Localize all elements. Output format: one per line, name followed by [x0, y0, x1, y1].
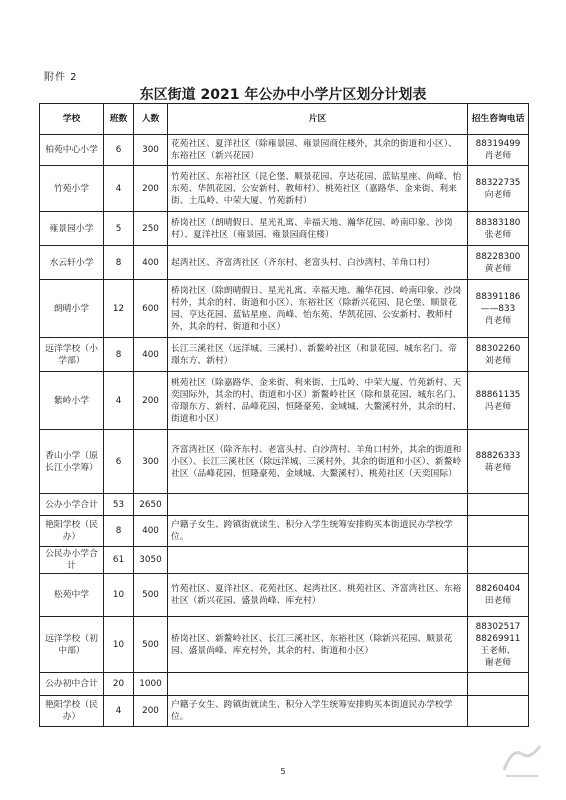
phone-cell — [468, 516, 529, 547]
school-cell: 香山小学（原长江小学筹） — [40, 430, 104, 494]
table-row — [40, 696, 529, 727]
table-row — [40, 212, 529, 246]
district-table — [39, 103, 529, 727]
header-school: 学校 — [40, 104, 104, 135]
people-cell: 300 — [134, 430, 168, 494]
classes-cell: 8 — [104, 516, 134, 547]
school-cell: 艳阳学校（民办） — [40, 696, 104, 727]
table-row — [40, 135, 529, 166]
area-cell: 户籍子女生、跨镇街就读生、积分入学生统筹安排购买本街道民办学校学位。 — [168, 696, 468, 727]
school-cell: 远洋学校（小学部） — [40, 338, 104, 372]
table-row — [40, 166, 529, 212]
people-cell: 500 — [134, 574, 168, 617]
header-people: 人数 — [134, 104, 168, 135]
phone-cell — [468, 547, 529, 574]
table-row — [40, 280, 529, 338]
classes-cell: 4 — [104, 696, 134, 727]
table-row — [40, 246, 529, 280]
table-row — [40, 516, 529, 547]
phone-cell: 88319499 肖老师 — [468, 135, 529, 166]
table-row — [40, 617, 529, 673]
page-number: 5 — [280, 767, 286, 776]
classes-cell: 10 — [104, 617, 134, 673]
table-row — [40, 574, 529, 617]
area-cell — [168, 547, 468, 574]
school-cell: 公办初中合计 — [40, 673, 104, 696]
area-cell: 户籍子女生、跨镇街就读生、积分入学生统筹安排购买本街道民办学校学位。 — [168, 516, 468, 547]
table-header-row — [40, 104, 529, 135]
classes-cell: 12 — [104, 280, 134, 338]
area-cell: 桃苑社区（除嘉路华、金来街、利来街、土瓜岭、中荣大厦、竹苑新村、天奕国际外，其余的村、街道和小区）新鳌岭社区（除和景花园、城东名门、帝璟东方、新村、品峰花园、恒隆豪苑、金域城、大鳌溪村外，其余的村、街道和小区） — [168, 372, 468, 430]
table-body — [40, 135, 529, 727]
school-cell: 柏苑中心小学 — [40, 135, 104, 166]
area-cell — [168, 673, 468, 696]
area-cell: 竹苑社区、东裕社区（昆仑堡、顺景花园、亨达花园、蓝钻星座、尚峰、怡东苑、华凯花园、公安新村、教师村）、桃苑社区（嘉路华、金来街、利来街、土瓜岭、中荣大厦、竹苑新村） — [168, 166, 468, 212]
phone-cell — [468, 494, 529, 516]
school-cell: 朗晴小学 — [40, 280, 104, 338]
school-cell: 水云轩小学 — [40, 246, 104, 280]
school-cell: 远洋学校（初中部） — [40, 617, 104, 673]
phone-cell: 88826333 蒋老师 — [468, 430, 529, 494]
classes-cell: 8 — [104, 338, 134, 372]
header-area: 片区 — [168, 104, 468, 135]
classes-cell: 4 — [104, 166, 134, 212]
header-phone: 招生咨询电话 — [468, 104, 529, 135]
people-cell: 3050 — [134, 547, 168, 574]
phone-cell: 88861135 冯老师 — [468, 372, 529, 430]
people-cell: 400 — [134, 246, 168, 280]
table-row — [40, 547, 529, 574]
phone-cell: 88260404 田老师 — [468, 574, 529, 617]
page-title: 东区街道 2021 年公办中小学片区划分计划表 — [139, 87, 427, 103]
school-cell: 公民办小学合计 — [40, 547, 104, 574]
attachment-label: 附件 2 — [44, 72, 78, 83]
phone-cell: 88391186 ——833 肖老师 — [468, 280, 529, 338]
classes-cell: 20 — [104, 673, 134, 696]
classes-cell: 10 — [104, 574, 134, 617]
area-cell: 桥岗社区（朗晴假日、星光礼寓、幸福天地、瀚华花园、岭南印象、沙岗村）、夏洋社区（雍景园、雍景园商住楼） — [168, 212, 468, 246]
classes-cell: 6 — [104, 430, 134, 494]
school-cell: 雍景园小学 — [40, 212, 104, 246]
table-row — [40, 673, 529, 696]
people-cell: 400 — [134, 516, 168, 547]
phone-cell: 88302260 刘老师 — [468, 338, 529, 372]
area-cell: 桥岗社区、新鳌岭社区、长江三溪社区、东裕社区（除新兴花园、顺景花园、盛景尚峰、库充村外，其余的村、街道和小区） — [168, 617, 468, 673]
people-cell: 200 — [134, 372, 168, 430]
phone-cell: 88383180 张老师 — [468, 212, 529, 246]
header-classes: 班数 — [104, 104, 134, 135]
people-cell: 200 — [134, 696, 168, 727]
classes-cell: 5 — [104, 212, 134, 246]
school-cell: 松苑中学 — [40, 574, 104, 617]
people-cell: 600 — [134, 280, 168, 338]
area-cell: 花苑社区、夏洋社区（除雍景园、雍景园商住楼外，其余的街道和小区）、东裕社区（新兴花园） — [168, 135, 468, 166]
phone-cell: 88228300 黄老师 — [468, 246, 529, 280]
area-cell — [168, 494, 468, 516]
phone-cell: 88302517 88269911 王老师、 谢老师 — [468, 617, 529, 673]
area-cell: 竹苑社区、夏洋社区、花苑社区、起湾社区、桃苑社区、齐富湾社区、东裕社区（新兴花园、盛景尚峰、库充村） — [168, 574, 468, 617]
area-cell: 起湾社区、齐富湾社区（齐东村、老富头村、白沙湾村、羊角口村） — [168, 246, 468, 280]
area-cell: 长江三溪社区（远洋城、三溪村）、新鳌岭社区（和景花园、城东名门、帝璟东方、新村） — [168, 338, 468, 372]
people-cell: 1000 — [134, 673, 168, 696]
school-cell: 公办小学合计 — [40, 494, 104, 516]
watermark-logo — [498, 740, 546, 782]
people-cell: 200 — [134, 166, 168, 212]
table-row — [40, 372, 529, 430]
school-cell: 紫岭小学 — [40, 372, 104, 430]
people-cell: 400 — [134, 338, 168, 372]
school-cell: 艳阳学校（民办） — [40, 516, 104, 547]
area-cell: 桥岗社区（除朗晴假日、星光礼寓、幸福天地、瀚华花园、岭南印象、沙岗村外，其余的村、街道和小区）、东裕社区（除新兴花园、昆仑堡、顺景花园、亨达花园、蓝钻星座、尚峰、怡东苑、华凯花园、公安新村、教师村外，其余的村、街道和小区） — [168, 280, 468, 338]
phone-cell — [468, 673, 529, 696]
people-cell: 500 — [134, 617, 168, 673]
table-row — [40, 338, 529, 372]
classes-cell: 61 — [104, 547, 134, 574]
school-cell: 竹苑小学 — [40, 166, 104, 212]
classes-cell: 4 — [104, 372, 134, 430]
classes-cell: 6 — [104, 135, 134, 166]
classes-cell: 53 — [104, 494, 134, 516]
area-cell: 齐富湾社区（除齐东村、老富头村、白沙湾村、羊角口村外，其余的街道和小区）、长江三溪社区（除远洋城、三溪村外，其余的街道和小区）、新鳌岭社区（品峰花园、恒隆豪苑、金域城、大鳌溪村）、桃苑社区（天奕国际） — [168, 430, 468, 494]
table-row — [40, 430, 529, 494]
people-cell: 2650 — [134, 494, 168, 516]
people-cell: 300 — [134, 135, 168, 166]
phone-cell: 88322735 向老师 — [468, 166, 529, 212]
table-row — [40, 494, 529, 516]
people-cell: 250 — [134, 212, 168, 246]
phone-cell — [468, 696, 529, 727]
classes-cell: 8 — [104, 246, 134, 280]
